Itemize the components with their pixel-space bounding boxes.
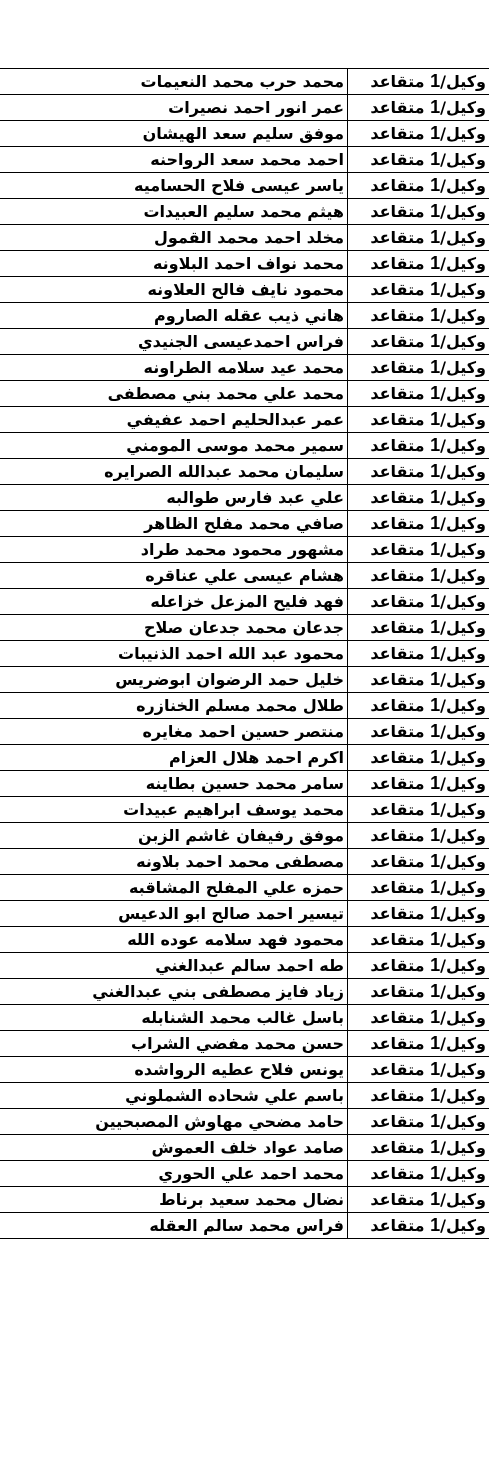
rank-number: 1	[430, 747, 441, 767]
table-row	[0, 511, 489, 537]
rank-number: 1	[430, 929, 441, 949]
rank-title: وكيل/	[440, 1112, 486, 1131]
rank-cell	[348, 615, 489, 641]
table-row	[0, 147, 489, 173]
table-row	[0, 875, 489, 901]
table-row	[0, 745, 489, 771]
rank-cell	[348, 1187, 489, 1213]
rank-status: متقاعد	[370, 98, 431, 117]
rank-title: وكيل/	[440, 488, 486, 507]
table-row	[0, 927, 489, 953]
table-row	[0, 95, 489, 121]
rank-title: وكيل/	[440, 826, 486, 845]
rank-status: متقاعد	[370, 696, 431, 715]
rank-status: متقاعد	[370, 540, 431, 559]
rank-cell	[348, 199, 489, 225]
rank-cell	[348, 537, 489, 563]
person-name-cell: تيسير احمد صالح ابو الدعيس	[0, 901, 348, 927]
rank-title: وكيل/	[440, 124, 486, 143]
rank-cell	[348, 251, 489, 277]
rank-title: وكيل/	[440, 592, 486, 611]
table-row	[0, 251, 489, 277]
rank-number: 1	[430, 955, 441, 975]
rank-cell	[348, 95, 489, 121]
rank-number: 1	[430, 1111, 441, 1131]
rank-cell	[348, 641, 489, 667]
person-name-cell: موفق رفيفان غاشم الزبن	[0, 823, 348, 849]
rank-number: 1	[430, 175, 441, 195]
rank-status: متقاعد	[370, 150, 431, 169]
rank-title: وكيل/	[440, 228, 486, 247]
rank-number: 1	[430, 253, 441, 273]
rank-cell	[348, 303, 489, 329]
rank-title: وكيل/	[440, 904, 486, 923]
roster-sheet	[0, 68, 489, 1239]
table-row	[0, 537, 489, 563]
rank-number: 1	[430, 825, 441, 845]
rank-title: وكيل/	[440, 384, 486, 403]
rank-cell	[348, 797, 489, 823]
rank-status: متقاعد	[370, 904, 431, 923]
rank-cell	[348, 1031, 489, 1057]
rank-cell	[348, 485, 489, 511]
rank-title: وكيل/	[440, 150, 486, 169]
rank-cell	[348, 745, 489, 771]
person-name-cell: حمزه علي المفلح المشاقبه	[0, 875, 348, 901]
rank-status: متقاعد	[370, 826, 431, 845]
rank-status: متقاعد	[370, 436, 431, 455]
person-name-cell: مخلد احمد محمد القمول	[0, 225, 348, 251]
person-name-cell: صافي محمد مفلح الظاهر	[0, 511, 348, 537]
rank-status: متقاعد	[370, 722, 431, 741]
rank-number: 1	[430, 201, 441, 221]
person-name-cell: خليل حمد الرضوان ابوضريس	[0, 667, 348, 693]
personnel-table	[0, 68, 489, 1239]
rank-title: وكيل/	[440, 852, 486, 871]
rank-cell	[348, 407, 489, 433]
rank-status: متقاعد	[370, 670, 431, 689]
rank-cell	[348, 927, 489, 953]
rank-cell	[348, 1109, 489, 1135]
rank-status: متقاعد	[370, 1008, 431, 1027]
table-row	[0, 199, 489, 225]
table-row	[0, 1135, 489, 1161]
person-name-cell: زياد فايز مصطفى بني عبدالغني	[0, 979, 348, 1005]
rank-status: متقاعد	[370, 410, 431, 429]
table-row	[0, 121, 489, 147]
rank-status: متقاعد	[370, 332, 431, 351]
table-row	[0, 641, 489, 667]
rank-title: وكيل/	[440, 1164, 486, 1183]
person-name-cell: محمود فهد سلامه عوده الله	[0, 927, 348, 953]
table-row	[0, 1005, 489, 1031]
person-name-cell: مشهور محمود محمد طراد	[0, 537, 348, 563]
person-name-cell: محمد حرب محمد النعيمات	[0, 69, 348, 95]
rank-title: وكيل/	[440, 514, 486, 533]
table-row	[0, 485, 489, 511]
rank-status: متقاعد	[370, 384, 431, 403]
rank-title: وكيل/	[440, 878, 486, 897]
rank-status: متقاعد	[370, 202, 431, 221]
rank-number: 1	[430, 331, 441, 351]
rank-title: وكيل/	[440, 1190, 486, 1209]
rank-cell	[348, 849, 489, 875]
person-name-cell: باسم علي شحاده الشملوني	[0, 1083, 348, 1109]
rank-status: متقاعد	[370, 358, 431, 377]
table-row	[0, 849, 489, 875]
rank-title: وكيل/	[440, 774, 486, 793]
rank-status: متقاعد	[370, 1216, 431, 1235]
rank-number: 1	[430, 903, 441, 923]
rank-status: متقاعد	[370, 1164, 431, 1183]
rank-number: 1	[430, 1189, 441, 1209]
person-name-cell: سمير محمد موسى المومني	[0, 433, 348, 459]
rank-title: وكيل/	[440, 1034, 486, 1053]
rank-status: متقاعد	[370, 982, 431, 1001]
rank-number: 1	[430, 981, 441, 1001]
person-name-cell: حسن محمد مفضي الشراب	[0, 1031, 348, 1057]
rank-title: وكيل/	[440, 618, 486, 637]
rank-cell	[348, 875, 489, 901]
rank-title: وكيل/	[440, 280, 486, 299]
rank-title: وكيل/	[440, 202, 486, 221]
rank-status: متقاعد	[370, 306, 431, 325]
rank-number: 1	[430, 513, 441, 533]
rank-title: وكيل/	[440, 696, 486, 715]
rank-title: وكيل/	[440, 566, 486, 585]
rank-title: وكيل/	[440, 1086, 486, 1105]
rank-cell	[348, 459, 489, 485]
person-name-cell: نضال محمد سعيد برناط	[0, 1187, 348, 1213]
table-row	[0, 225, 489, 251]
person-name-cell: يونس فلاح عطيه الرواشده	[0, 1057, 348, 1083]
rank-cell	[348, 381, 489, 407]
rank-number: 1	[430, 435, 441, 455]
rank-cell	[348, 433, 489, 459]
rank-status: متقاعد	[370, 1138, 431, 1157]
rank-status: متقاعد	[370, 488, 431, 507]
rank-title: وكيل/	[440, 436, 486, 455]
rank-cell	[348, 355, 489, 381]
rank-number: 1	[430, 383, 441, 403]
rank-cell	[348, 1057, 489, 1083]
rank-status: متقاعد	[370, 1034, 431, 1053]
rank-title: وكيل/	[440, 358, 486, 377]
rank-number: 1	[430, 461, 441, 481]
rank-status: متقاعد	[370, 1086, 431, 1105]
table-row	[0, 1213, 489, 1239]
rank-cell	[348, 953, 489, 979]
table-row	[0, 1187, 489, 1213]
table-row	[0, 823, 489, 849]
rank-cell	[348, 589, 489, 615]
person-name-cell: باسل غالب محمد الشنابله	[0, 1005, 348, 1031]
rank-title: وكيل/	[440, 1008, 486, 1027]
rank-status: متقاعد	[370, 618, 431, 637]
person-name-cell: محمود عبد الله احمد الذنيبات	[0, 641, 348, 667]
rank-number: 1	[430, 149, 441, 169]
person-name-cell: فهد فليح المزعل خزاعله	[0, 589, 348, 615]
table-row	[0, 1161, 489, 1187]
table-row	[0, 355, 489, 381]
rank-status: متقاعد	[370, 956, 431, 975]
rank-status: متقاعد	[370, 592, 431, 611]
rank-title: وكيل/	[440, 1060, 486, 1079]
rank-number: 1	[430, 591, 441, 611]
table-row	[0, 277, 489, 303]
person-name-cell: صامد عواد خلف العموش	[0, 1135, 348, 1161]
table-row	[0, 771, 489, 797]
rank-title: وكيل/	[440, 540, 486, 559]
rank-cell	[348, 563, 489, 589]
rank-number: 1	[430, 1007, 441, 1027]
rank-number: 1	[430, 305, 441, 325]
person-name-cell: فراس احمدعيسى الجنيدي	[0, 329, 348, 355]
table-row	[0, 667, 489, 693]
rank-number: 1	[430, 123, 441, 143]
person-name-cell: اكرم احمد هلال العزام	[0, 745, 348, 771]
rank-number: 1	[430, 617, 441, 637]
rank-title: وكيل/	[440, 644, 486, 663]
table-row	[0, 69, 489, 95]
rank-number: 1	[430, 851, 441, 871]
rank-number: 1	[430, 721, 441, 741]
rank-cell	[348, 719, 489, 745]
personnel-table-body	[0, 69, 489, 1239]
rank-number: 1	[430, 409, 441, 429]
rank-cell	[348, 277, 489, 303]
person-name-cell: سليمان محمد عبدالله الصرايره	[0, 459, 348, 485]
table-row	[0, 1083, 489, 1109]
table-row	[0, 329, 489, 355]
person-name-cell: جدعان محمد جدعان صلاح	[0, 615, 348, 641]
rank-title: وكيل/	[440, 748, 486, 767]
rank-cell	[348, 901, 489, 927]
table-row	[0, 433, 489, 459]
rank-title: وكيل/	[440, 72, 486, 91]
rank-cell	[348, 1161, 489, 1187]
table-row	[0, 901, 489, 927]
person-name-cell: محمود نايف فالح العلاونه	[0, 277, 348, 303]
rank-cell	[348, 147, 489, 173]
rank-number: 1	[430, 487, 441, 507]
rank-number: 1	[430, 643, 441, 663]
table-row	[0, 693, 489, 719]
rank-cell	[348, 1213, 489, 1239]
rank-cell	[348, 225, 489, 251]
rank-cell	[348, 667, 489, 693]
rank-cell	[348, 1083, 489, 1109]
table-row	[0, 589, 489, 615]
rank-status: متقاعد	[370, 462, 431, 481]
person-name-cell: محمد نواف احمد البلاونه	[0, 251, 348, 277]
table-row	[0, 1057, 489, 1083]
rank-title: وكيل/	[440, 982, 486, 1001]
rank-status: متقاعد	[370, 774, 431, 793]
rank-number: 1	[430, 877, 441, 897]
rank-number: 1	[430, 799, 441, 819]
rank-title: وكيل/	[440, 800, 486, 819]
person-name-cell: محمد يوسف ابراهيم عبيدات	[0, 797, 348, 823]
rank-title: وكيل/	[440, 956, 486, 975]
rank-title: وكيل/	[440, 1216, 486, 1235]
rank-status: متقاعد	[370, 1060, 431, 1079]
rank-cell	[348, 1005, 489, 1031]
rank-number: 1	[430, 695, 441, 715]
rank-status: متقاعد	[370, 800, 431, 819]
table-row	[0, 1109, 489, 1135]
person-name-cell: هشام عيسى علي عناقره	[0, 563, 348, 589]
rank-cell	[348, 173, 489, 199]
rank-title: وكيل/	[440, 670, 486, 689]
person-name-cell: محمد عيد سلامه الطراونه	[0, 355, 348, 381]
rank-status: متقاعد	[370, 852, 431, 871]
table-row	[0, 407, 489, 433]
table-row	[0, 797, 489, 823]
rank-cell	[348, 329, 489, 355]
rank-status: متقاعد	[370, 1190, 431, 1209]
rank-number: 1	[430, 1137, 441, 1157]
rank-number: 1	[430, 227, 441, 247]
person-name-cell: احمد محمد سعد الرواحنه	[0, 147, 348, 173]
table-row	[0, 979, 489, 1005]
table-row	[0, 563, 489, 589]
rank-cell	[348, 1135, 489, 1161]
rank-cell	[348, 69, 489, 95]
rank-title: وكيل/	[440, 332, 486, 351]
person-name-cell: فراس محمد سالم العقله	[0, 1213, 348, 1239]
person-name-cell: هيثم محمد سليم العبيدات	[0, 199, 348, 225]
person-name-cell: عمر انور احمد نصيرات	[0, 95, 348, 121]
rank-status: متقاعد	[370, 644, 431, 663]
rank-cell	[348, 511, 489, 537]
rank-title: وكيل/	[440, 176, 486, 195]
person-name-cell: حامد مضحي مهاوش المصبحيين	[0, 1109, 348, 1135]
rank-number: 1	[430, 279, 441, 299]
table-row	[0, 303, 489, 329]
person-name-cell: طلال محمد مسلم الخنازره	[0, 693, 348, 719]
rank-title: وكيل/	[440, 930, 486, 949]
rank-title: وكيل/	[440, 1138, 486, 1157]
rank-status: متقاعد	[370, 566, 431, 585]
person-name-cell: عمر عبدالحليم احمد عفيفي	[0, 407, 348, 433]
person-name-cell: محمد احمد علي الحوري	[0, 1161, 348, 1187]
person-name-cell: موفق سليم سعد الهيشان	[0, 121, 348, 147]
rank-status: متقاعد	[370, 254, 431, 273]
rank-status: متقاعد	[370, 72, 431, 91]
person-name-cell: علي عبد فارس طوالبه	[0, 485, 348, 511]
rank-title: وكيل/	[440, 462, 486, 481]
rank-number: 1	[430, 1163, 441, 1183]
person-name-cell: هاني ذيب عقله الصاروم	[0, 303, 348, 329]
rank-number: 1	[430, 1215, 441, 1235]
rank-status: متقاعد	[370, 930, 431, 949]
rank-number: 1	[430, 71, 441, 91]
rank-title: وكيل/	[440, 254, 486, 273]
rank-status: متقاعد	[370, 878, 431, 897]
rank-number: 1	[430, 773, 441, 793]
rank-status: متقاعد	[370, 228, 431, 247]
rank-cell	[348, 979, 489, 1005]
person-name-cell: ياسر عيسى فلاح الحساميه	[0, 173, 348, 199]
person-name-cell: محمد علي محمد بني مصطفى	[0, 381, 348, 407]
table-row	[0, 953, 489, 979]
rank-status: متقاعد	[370, 280, 431, 299]
rank-title: وكيل/	[440, 410, 486, 429]
table-row	[0, 719, 489, 745]
rank-title: وكيل/	[440, 722, 486, 741]
rank-number: 1	[430, 1033, 441, 1053]
rank-title: وكيل/	[440, 98, 486, 117]
table-row	[0, 615, 489, 641]
person-name-cell: منتصر حسين احمد مغايره	[0, 719, 348, 745]
person-name-cell: سامر محمد حسين بطاينه	[0, 771, 348, 797]
rank-cell	[348, 823, 489, 849]
rank-number: 1	[430, 1059, 441, 1079]
rank-number: 1	[430, 357, 441, 377]
table-row	[0, 1031, 489, 1057]
rank-number: 1	[430, 565, 441, 585]
rank-status: متقاعد	[370, 748, 431, 767]
rank-cell	[348, 121, 489, 147]
person-name-cell: مصطفى محمد احمد بلاونه	[0, 849, 348, 875]
rank-number: 1	[430, 97, 441, 117]
rank-title: وكيل/	[440, 306, 486, 325]
rank-status: متقاعد	[370, 176, 431, 195]
rank-number: 1	[430, 539, 441, 559]
person-name-cell: طه احمد سالم عبدالغني	[0, 953, 348, 979]
rank-status: متقاعد	[370, 1112, 431, 1131]
table-row	[0, 459, 489, 485]
rank-status: متقاعد	[370, 124, 431, 143]
table-row	[0, 381, 489, 407]
rank-cell	[348, 771, 489, 797]
rank-number: 1	[430, 1085, 441, 1105]
rank-status: متقاعد	[370, 514, 431, 533]
rank-number: 1	[430, 669, 441, 689]
rank-cell	[348, 693, 489, 719]
table-row	[0, 173, 489, 199]
